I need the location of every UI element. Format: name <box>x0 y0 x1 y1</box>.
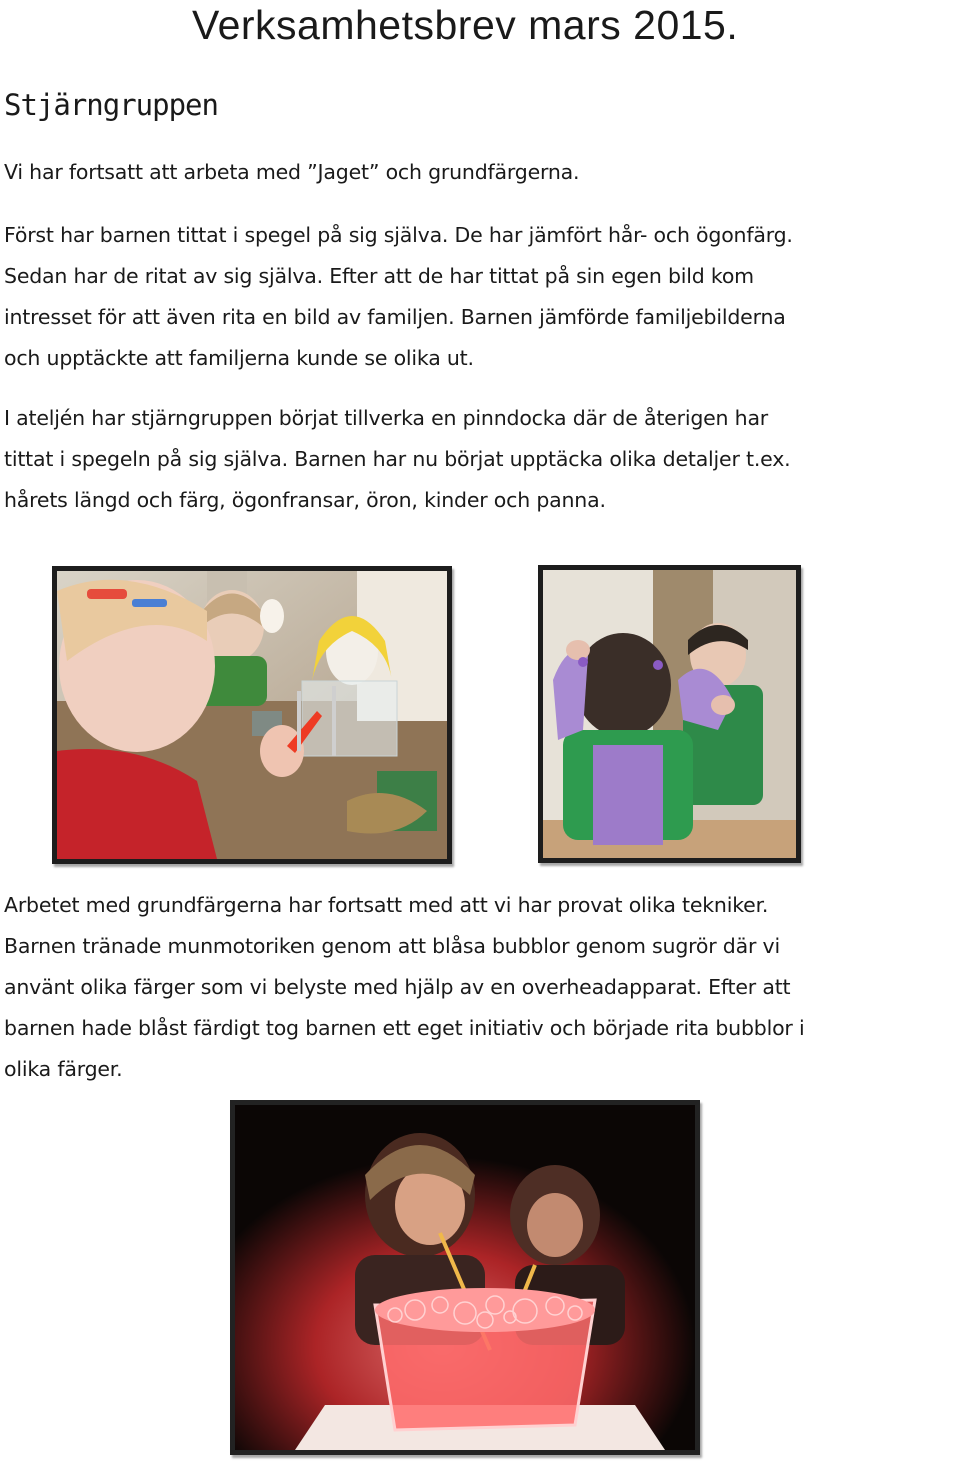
text-line: Barnen tränade munmotoriken genom att blåsa bubblor genom sugrör där vi <box>4 934 780 958</box>
text-line: olika färger. <box>4 1057 123 1081</box>
text-line: I ateljén har stjärngruppen börjat tillverka en pinndocka där de återigen har <box>4 406 769 430</box>
text-line: barnen hade blåst färdigt tog barnen ett eget initiativ och började rita bubblor i <box>4 1016 805 1040</box>
document-title: Verksamhetsbrev mars 2015. <box>192 2 739 48</box>
text-line: Först har barnen tittat i spegel på sig själva. De har jämfört hår- och ögonfärg. <box>4 223 793 247</box>
section-heading: Stjärngruppen <box>4 88 218 122</box>
photo-mirror-image <box>543 570 796 858</box>
text-line: och upptäckte att familjerna kunde se olika ut. <box>4 346 474 370</box>
photo-stick-doll-image <box>57 571 447 859</box>
photo-bubbles <box>230 1100 700 1455</box>
paragraph-colors <box>4 885 959 1090</box>
text-line: Sedan har de ritat av sig själva. Efter att de har tittat på sin egen bild kom <box>4 264 754 288</box>
paragraph-atelier <box>4 398 959 521</box>
text-line: intresset för att även rita en bild av familjen. Barnen jämförde familjebilderna <box>4 305 786 329</box>
text-line: hårets längd och färg, ögonfransar, öron, kinder och panna. <box>4 488 606 512</box>
text-line: tittat i spegeln på sig själva. Barnen har nu börjat upptäcka olika detaljer t.ex. <box>4 447 791 471</box>
paragraph-mirror <box>4 215 959 379</box>
photo-mirror <box>538 565 801 863</box>
paragraph-intro <box>4 152 959 193</box>
text-line: använt olika färger som vi belyste med hjälp av en overheadapparat. Efter att <box>4 975 791 999</box>
photo-bubbles-image <box>235 1105 695 1450</box>
text-line: Arbetet med grundfärgerna har fortsatt med att vi har provat olika tekniker. <box>4 893 769 917</box>
photo-stick-doll <box>52 566 452 864</box>
text-line: Vi har fortsatt att arbeta med ”Jaget” och grundfärgerna. <box>4 160 580 184</box>
